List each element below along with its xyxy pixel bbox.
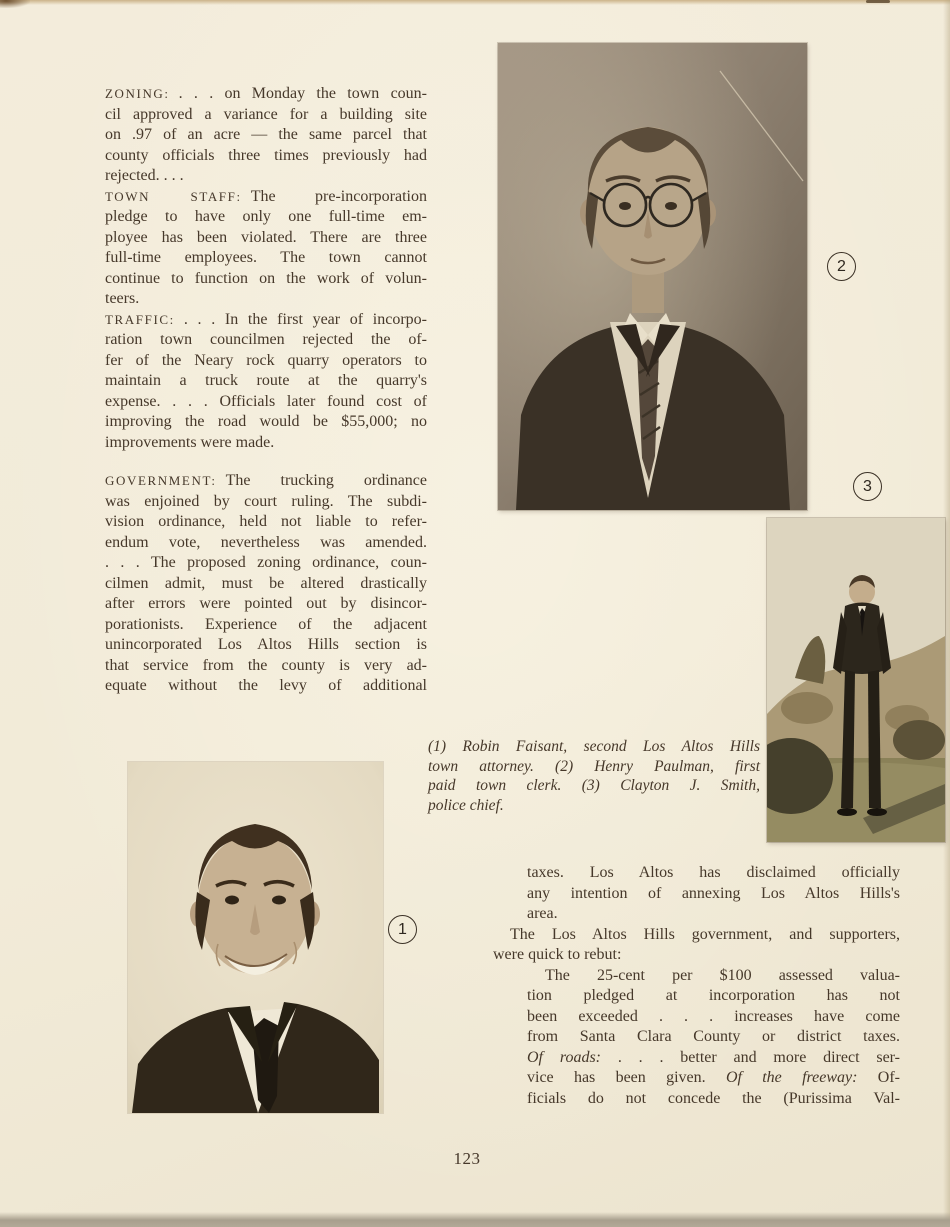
scan-corner-spot	[0, 0, 30, 8]
text-line: vision ordinance, held not liable to refer-	[105, 513, 427, 530]
text-line: was enjoined by court ruling. The subdi-	[105, 492, 427, 510]
text-line: The Los Altos Hills government, and supporters,	[510, 925, 900, 943]
text-line: continue to function on the work of volun-	[105, 269, 427, 287]
text-line: full-time employees. The town cannot	[105, 249, 427, 266]
right-text-column	[493, 863, 900, 1109]
figure-3-number-badge: 3	[853, 472, 882, 501]
text-line: been exceeded . . . increases have come	[527, 1007, 900, 1025]
photo-clayton-smith	[767, 518, 945, 842]
text-line: endum vote, nevertheless was amended.	[105, 533, 427, 551]
text-line: pledge to have only one full-time em-	[105, 208, 427, 225]
text-line: area.	[527, 905, 558, 922]
text-line: equate without the levy of additional	[105, 677, 427, 694]
text-line: teers.	[105, 290, 140, 307]
text-line: taxes. Los Altos has disclaimed officially	[527, 864, 900, 881]
text-line: Of roads: . . . better and more direct ser-	[527, 1048, 901, 1066]
figure-1-number-badge: 1	[388, 915, 417, 944]
scan-edge-mark	[866, 0, 890, 3]
page-number: 123	[453, 1149, 481, 1168]
scan-edge-bottom	[0, 1212, 950, 1227]
figure-2-number-badge: 2	[827, 252, 856, 281]
section-zoning	[105, 84, 427, 187]
text-line: fer of the Neary rock quarry operators to	[105, 351, 427, 369]
text-line: TRAFFIC: . . . In the first year of incorpo-	[105, 310, 427, 328]
text-line: porationists. Experience of the adjacent	[105, 615, 427, 633]
figure-caption	[428, 737, 760, 815]
text-line: TOWN STAFF: The pre-incorporation	[105, 187, 427, 205]
photo-robin-faisant	[128, 762, 383, 1113]
text-line: improving the road would be $55,000; no	[105, 413, 427, 430]
text-line: rejected. . . .	[105, 167, 184, 184]
text-line: paid town clerk. (3) Clayton J. Smith,	[428, 777, 760, 795]
text-line: ployee has been violated. There are three	[105, 228, 427, 246]
text-line: on .97 of an acre — the same parcel that	[105, 126, 427, 143]
paragraph-quote-rebuttal	[527, 966, 900, 1110]
section-government	[105, 471, 427, 697]
text-line: police chief.	[428, 796, 504, 814]
text-line: unincorporated Los Altos Hills section is	[105, 636, 427, 653]
text-line: any intention of annexing Los Altos Hills's	[527, 884, 900, 902]
text-line: that service from the county is very ad-	[105, 656, 427, 674]
text-line: (1) Robin Faisant, second Los Altos Hills	[428, 738, 760, 755]
text-line: ficials do not concede the (Purissima Val-	[527, 1089, 900, 1107]
section-traffic	[105, 310, 427, 454]
text-line: GOVERNMENT: The trucking ordinance	[105, 472, 427, 489]
paragraph-rebut	[493, 925, 900, 966]
text-line: town attorney. (2) Henry Paulman, first	[428, 757, 760, 775]
text-line: . . . The proposed zoning ordinance, coun-	[105, 554, 427, 571]
text-line: cil approved a variance for a building site	[105, 105, 427, 123]
text-line: were quick to rebut:	[493, 946, 622, 963]
text-line: tion pledged at incorporation has not	[527, 987, 900, 1004]
text-line: ration town councilmen rejected the of-	[105, 331, 427, 348]
text-line: maintain a truck route at the quarry's	[105, 372, 427, 389]
paragraph-taxes	[527, 863, 900, 925]
section-town-staff	[105, 187, 427, 310]
text-line: county officials three times previously had	[105, 146, 427, 164]
text-line: vice has been given. Of the freeway: Of-	[527, 1069, 900, 1086]
text-line: The 25-cent per $100 assessed valua-	[545, 966, 900, 984]
text-line: expense. . . . Officials later found cost of	[105, 392, 427, 410]
text-line: ZONING: . . . on Monday the town coun-	[105, 85, 427, 102]
text-line: after errors were pointed out by disincor-	[105, 595, 427, 612]
text-line: from Santa Clara County or district taxes.	[527, 1028, 900, 1045]
left-text-column	[105, 84, 427, 697]
scan-edge-top	[0, 0, 950, 5]
text-line: improvements were made.	[105, 433, 275, 451]
photo-henry-paulman	[498, 43, 807, 510]
text-line: cilmen admit, must be altered drastically	[105, 574, 427, 592]
